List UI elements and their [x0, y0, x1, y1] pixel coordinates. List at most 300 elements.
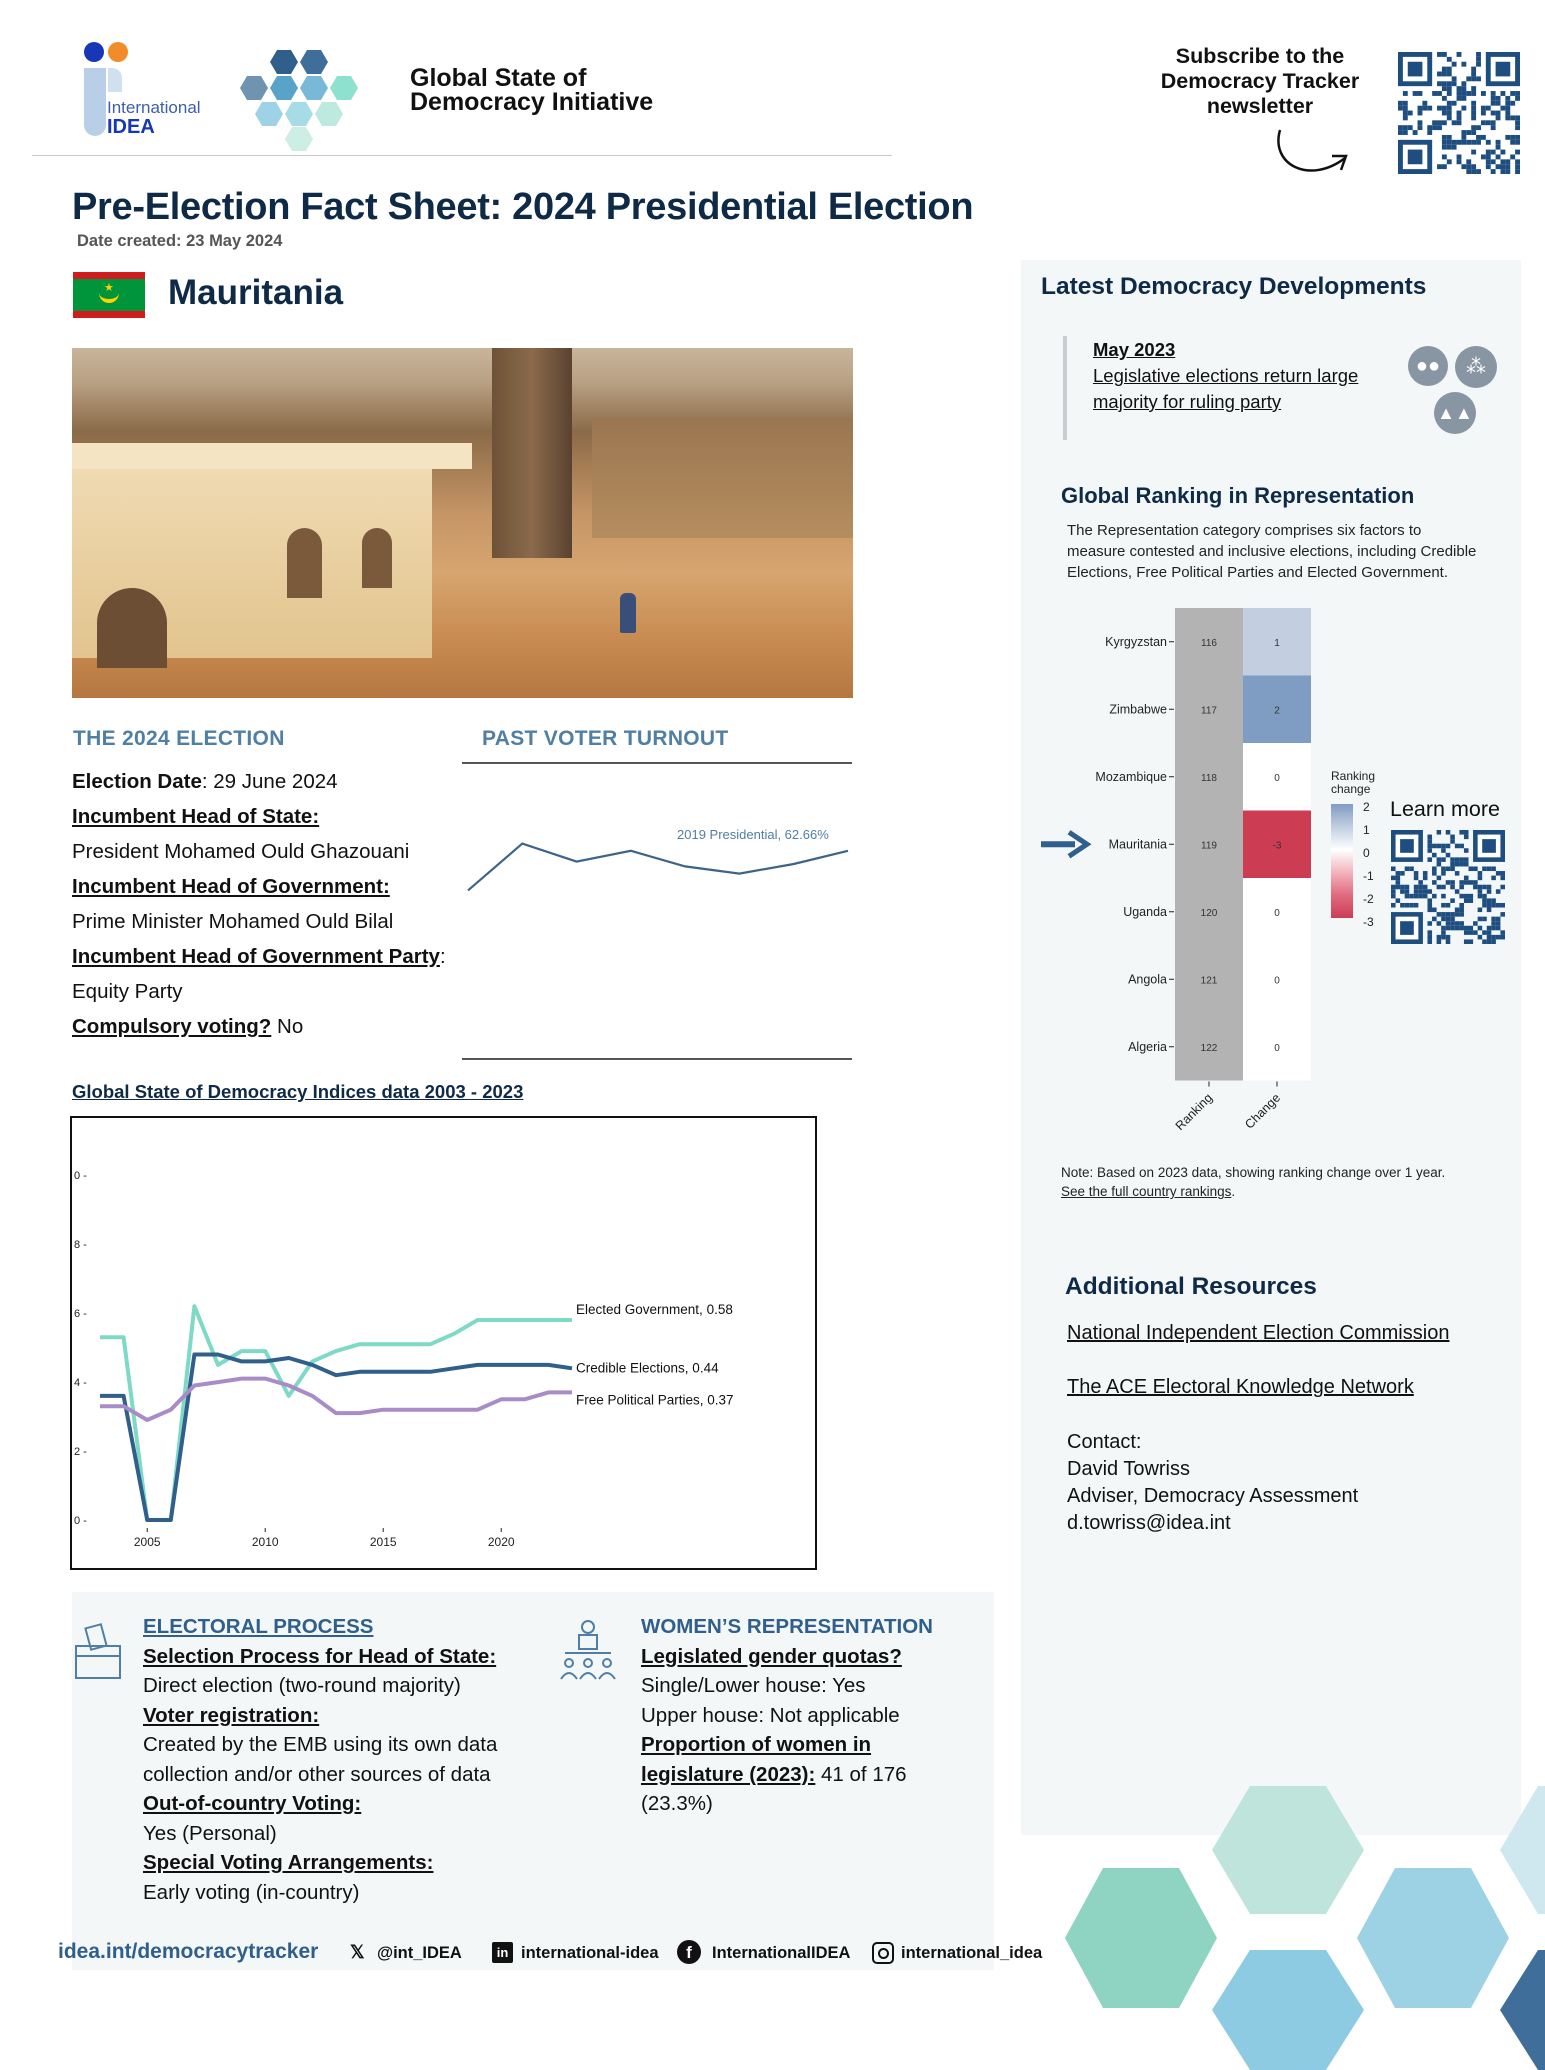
qr-module: [1464, 926, 1469, 931]
qr-module: [1491, 903, 1496, 908]
qr-module: [1418, 889, 1423, 894]
qr-module: [1496, 145, 1501, 150]
qr-module: [1476, 125, 1481, 130]
qr-module: [1487, 885, 1492, 890]
country-row-label: Kyrgyzstan: [1105, 634, 1167, 649]
qr-module: [1403, 130, 1408, 135]
voter-registration-value-line2: collection and/or other sources of data: [143, 1762, 491, 1786]
linkedin-icon[interactable]: in: [492, 1942, 513, 1963]
photo-ruins: [592, 418, 853, 538]
qr-module: [1471, 140, 1476, 145]
qr-module: [1461, 62, 1466, 67]
qr-module: [1469, 880, 1474, 885]
electoral-process-heading: ELECTORAL PROCESS: [143, 1615, 374, 1638]
qr-module: [1461, 140, 1466, 145]
qr-module: [1491, 876, 1496, 881]
resources-heading: Additional Resources: [1065, 1273, 1317, 1300]
qr-module: [1437, 844, 1442, 849]
qr-module: [1437, 876, 1442, 881]
qr-module: [1427, 848, 1432, 853]
qr-module: [1400, 871, 1405, 876]
qr-module: [1496, 921, 1501, 926]
qr-module: [1446, 844, 1451, 849]
qr-module: [1478, 935, 1483, 940]
head-of-government-label: Incumbent Head of Government:: [72, 875, 390, 898]
date-created: Date created: 23 May 2024: [77, 232, 283, 250]
qr-module: [1414, 889, 1419, 894]
qr-module: [1476, 52, 1481, 57]
qr-module: [1487, 939, 1492, 944]
qr-module: [1405, 885, 1410, 890]
qr-finder-core: [1408, 150, 1423, 165]
qr-module: [1441, 935, 1446, 940]
qr-module: [1447, 140, 1452, 145]
qr-module: [1398, 130, 1403, 135]
qr-module: [1505, 169, 1510, 174]
qr-module: [1403, 111, 1408, 116]
qr-module: [1505, 96, 1510, 101]
qr-module: [1464, 930, 1469, 935]
qr-module: [1437, 52, 1442, 57]
series-label: Free Political Parties, 0.37: [576, 1392, 734, 1408]
qr-module: [1466, 169, 1471, 174]
qr-module: [1414, 871, 1419, 876]
decor-hex: [1500, 1950, 1545, 2070]
ballot-box-icon: [72, 1622, 124, 1682]
qr-module: [1478, 917, 1483, 922]
qr-module: [1500, 164, 1505, 169]
change-value: 0: [1274, 907, 1280, 919]
photo-house-top: [72, 443, 472, 469]
qr-module: [1442, 154, 1447, 159]
series-label: Elected Government, 0.58: [576, 1302, 733, 1318]
qr-module: [1496, 903, 1501, 908]
logo-text-international: International: [107, 98, 201, 117]
qr-module: [1478, 885, 1483, 890]
qr-module: [1491, 921, 1496, 926]
x-tick-label: 2005: [133, 1535, 161, 1549]
qr-module: [1418, 125, 1423, 130]
qr-module: [1457, 159, 1462, 164]
qr-module: [1441, 844, 1446, 849]
ranking-note: [1061, 1163, 1445, 1201]
qr-module: [1471, 115, 1476, 120]
qr-module: [1455, 908, 1460, 913]
x-icon[interactable]: 𝕏: [350, 1942, 365, 1962]
out-of-country-value: Yes (Personal): [143, 1821, 277, 1845]
qr-module: [1446, 880, 1451, 885]
qr-module: [1403, 101, 1408, 106]
instagram-icon[interactable]: [872, 1942, 894, 1964]
qr-module: [1457, 120, 1462, 125]
qr-module: [1471, 86, 1476, 91]
qr-module: [1427, 835, 1432, 840]
development-title-line1[interactable]: Legislative elections return large: [1093, 365, 1359, 386]
decor-hex: [1065, 1868, 1217, 2008]
qr-module: [1450, 839, 1455, 844]
qr-module: [1505, 101, 1510, 106]
linkedin-handle[interactable]: international-idea: [521, 1944, 659, 1962]
qr-module: [1461, 86, 1466, 91]
legend-tick: 0: [1363, 846, 1370, 860]
qr-module: [1510, 101, 1515, 106]
qr-module: [1450, 921, 1455, 926]
qr-module: [1473, 866, 1478, 871]
election-date-row: [72, 764, 472, 799]
decor-hex: [1212, 1950, 1364, 2070]
qr-module: [1469, 926, 1474, 931]
qr-module: [1478, 871, 1483, 876]
qr-module: [1418, 91, 1423, 96]
network-icon: ⁂: [1455, 346, 1497, 388]
instagram-handle[interactable]: international_idea: [901, 1944, 1043, 1962]
compulsory-label: Compulsory voting?: [72, 1015, 272, 1038]
ranking-note-end: .: [1231, 1184, 1236, 1199]
qr-module: [1471, 111, 1476, 116]
footer-site-link[interactable]: idea.int/democracytracker: [58, 1940, 319, 1963]
rankings-qr-code[interactable]: [1391, 830, 1505, 944]
qr-module: [1464, 862, 1469, 867]
qr-module: [1455, 926, 1460, 931]
election-heading: THE 2024 ELECTION: [73, 727, 285, 750]
ranking-value: 121: [1200, 975, 1218, 987]
qr-module: [1427, 857, 1432, 862]
qr-module: [1391, 903, 1396, 908]
qr-module: [1500, 935, 1505, 940]
turnout-chart: [462, 800, 854, 950]
qr-module: [1464, 830, 1469, 835]
qr-module: [1405, 903, 1410, 908]
logo-hex: [300, 76, 328, 100]
qr-module: [1459, 885, 1464, 890]
ranking-value: 120: [1200, 907, 1218, 919]
development-text[interactable]: [1093, 337, 1358, 415]
qr-module: [1461, 91, 1466, 96]
qr-module: [1441, 894, 1446, 899]
development-title-line2[interactable]: majority for ruling party: [1093, 391, 1282, 412]
qr-module: [1437, 862, 1442, 867]
qr-module: [1405, 866, 1410, 871]
qr-module: [1437, 120, 1442, 125]
qr-module: [1409, 866, 1414, 871]
qr-module: [1418, 880, 1423, 885]
qr-module: [1450, 885, 1455, 890]
ace-network-link[interactable]: The ACE Electoral Knowledge Network: [1067, 1376, 1414, 1398]
qr-module: [1447, 135, 1452, 140]
qr-module: [1464, 857, 1469, 862]
qr-module: [1442, 72, 1447, 77]
qr-module: [1398, 101, 1403, 106]
qr-module: [1447, 91, 1452, 96]
qr-module: [1461, 164, 1466, 169]
head-of-state-label: Incumbent Head of State:: [72, 805, 320, 828]
qr-module: [1427, 889, 1432, 894]
qr-module: [1482, 917, 1487, 922]
facebook-icon[interactable]: f: [677, 1940, 701, 1964]
qr-module: [1441, 926, 1446, 931]
logo-hex: [315, 102, 343, 126]
qr-module: [1442, 86, 1447, 91]
proportion-percent: (23.3%): [641, 1792, 713, 1815]
qr-module: [1447, 115, 1452, 120]
newsletter-qr-code[interactable]: [1398, 52, 1520, 174]
qr-module: [1482, 898, 1487, 903]
gender-quota-label: Legislated gender quotas?: [641, 1644, 902, 1668]
qr-module: [1457, 86, 1462, 91]
qr-module: [1403, 115, 1408, 120]
qr-module: [1442, 111, 1447, 116]
qr-module: [1478, 908, 1483, 913]
country-row-label: Uganda: [1123, 904, 1167, 919]
qr-module: [1432, 908, 1437, 913]
qr-module: [1461, 130, 1466, 135]
qr-module: [1396, 898, 1401, 903]
qr-module: [1418, 885, 1423, 890]
indices-chart: [72, 1118, 817, 1570]
qr-module: [1452, 76, 1457, 81]
photo-arch: [362, 528, 392, 588]
qr-module: [1464, 835, 1469, 840]
qr-module: [1457, 52, 1462, 57]
qr-module: [1500, 91, 1505, 96]
photo-arch: [287, 528, 322, 598]
logo-dot-blue: [84, 42, 104, 62]
subscribe-line2: Democracy Tracker: [1160, 69, 1360, 93]
qr-module: [1452, 140, 1457, 145]
qr-module: [1427, 935, 1432, 940]
y-tick-label: 4 -: [74, 1377, 87, 1390]
qr-module: [1446, 917, 1451, 922]
qr-module: [1471, 130, 1476, 135]
qr-module: [1459, 903, 1464, 908]
qr-module: [1437, 164, 1442, 169]
hog-party-value: Equity Party: [72, 980, 183, 1003]
logo-hex: [300, 50, 328, 74]
change-value: 0: [1274, 772, 1280, 784]
qr-module: [1432, 91, 1437, 96]
qr-module: [1491, 101, 1496, 106]
qr-module: [1447, 81, 1452, 86]
country-row-label: Mauritania: [1108, 837, 1167, 852]
qr-module: [1427, 130, 1432, 135]
qr-module: [1457, 115, 1462, 120]
qr-module: [1500, 150, 1505, 155]
contact-name: David Towriss: [1067, 1458, 1190, 1480]
qr-module: [1427, 839, 1432, 844]
logo-hex: [270, 50, 298, 74]
qr-module: [1423, 885, 1428, 890]
qr-module: [1447, 67, 1452, 72]
qr-module: [1452, 62, 1457, 67]
qr-module: [1505, 135, 1510, 140]
qr-module: [1482, 939, 1487, 944]
qr-module: [1471, 150, 1476, 155]
qr-module: [1500, 930, 1505, 935]
qr-module: [1482, 894, 1487, 899]
qr-module: [1432, 120, 1437, 125]
page-title: Pre-Election Fact Sheet: 2024 Presidential Election: [72, 186, 974, 228]
qr-module: [1422, 106, 1427, 111]
qr-module: [1482, 885, 1487, 890]
lower-house-quota: Single/Lower house: Yes: [641, 1674, 866, 1697]
qr-module: [1496, 926, 1501, 931]
x-handle[interactable]: @int_IDEA: [377, 1944, 462, 1962]
qr-module: [1403, 91, 1408, 96]
qr-module: [1464, 898, 1469, 903]
qr-module: [1469, 898, 1474, 903]
qr-module: [1473, 930, 1478, 935]
qr-module: [1432, 871, 1437, 876]
qr-module: [1427, 898, 1432, 903]
qr-module: [1450, 857, 1455, 862]
qr-module: [1437, 935, 1442, 940]
column-label: Ranking: [1172, 1090, 1216, 1134]
qr-module: [1496, 935, 1501, 940]
qr-module: [1457, 96, 1462, 101]
x-tick-label: 2015: [369, 1535, 397, 1549]
qr-module: [1478, 889, 1483, 894]
qr-module: [1505, 111, 1510, 116]
qr-module: [1446, 866, 1451, 871]
country-name: Mauritania: [168, 273, 344, 312]
development-date[interactable]: May 2023: [1093, 339, 1176, 360]
qr-module: [1391, 876, 1396, 881]
qr-module: [1414, 876, 1419, 881]
election-date-label: Election Date: [72, 770, 202, 793]
qr-module: [1486, 150, 1491, 155]
qr-module: [1391, 885, 1396, 890]
photo-tower: [492, 348, 572, 558]
legend-title-line1: Ranking: [1331, 769, 1376, 783]
qr-module: [1446, 939, 1451, 944]
qr-module: [1461, 96, 1466, 101]
qr-module: [1482, 930, 1487, 935]
qr-module: [1403, 106, 1408, 111]
qr-module: [1486, 164, 1491, 169]
qr-module: [1459, 830, 1464, 835]
qr-module: [1447, 57, 1452, 62]
country-row-label: Mozambique: [1095, 769, 1167, 784]
gsod-title-line1: Global State of: [410, 64, 587, 92]
qr-module: [1473, 885, 1478, 890]
election-commission-link[interactable]: National Independent Election Commission: [1067, 1322, 1450, 1344]
qr-module: [1455, 857, 1460, 862]
logo-hex: [255, 102, 283, 126]
ranking-description: [1067, 520, 1476, 583]
logo-hex: [270, 76, 298, 100]
qr-module: [1414, 885, 1419, 890]
qr-module: [1455, 912, 1460, 917]
qr-module: [1510, 140, 1515, 145]
instagram-lens: [878, 1948, 889, 1959]
qr-finder-core: [1400, 921, 1414, 935]
qr-module: [1396, 880, 1401, 885]
developments-heading: Latest Democracy Developments: [1041, 273, 1427, 300]
qr-module: [1455, 862, 1460, 867]
qr-module: [1487, 908, 1492, 913]
contact-email[interactable]: d.towriss@idea.int: [1067, 1512, 1231, 1534]
qr-module: [1455, 921, 1460, 926]
legend-tick: -3: [1363, 915, 1374, 929]
qr-module: [1459, 844, 1464, 849]
logo-dot-orange: [108, 42, 128, 62]
qr-module: [1515, 91, 1520, 96]
qr-module: [1450, 862, 1455, 867]
qr-module: [1481, 120, 1486, 125]
qr-module: [1403, 125, 1408, 130]
group-icon: ●●: [1408, 346, 1448, 386]
qr-module: [1505, 164, 1510, 169]
qr-module: [1510, 135, 1515, 140]
change-value: 2: [1274, 705, 1280, 717]
qr-module: [1400, 903, 1405, 908]
proportion-row: [641, 1760, 933, 1790]
gsod-title-line2: Democracy Initiative: [410, 88, 654, 116]
qr-module: [1441, 912, 1446, 917]
qr-module: [1471, 67, 1476, 72]
ranking-heading: Global Ranking in Representation: [1061, 483, 1415, 508]
qr-module: [1418, 111, 1423, 116]
qr-module: [1405, 894, 1410, 899]
qr-module: [1505, 115, 1510, 120]
women-representation-section: [641, 1612, 933, 1819]
qr-module: [1408, 111, 1413, 116]
qr-module: [1486, 120, 1491, 125]
qr-module: [1471, 91, 1476, 96]
logo-hex: [285, 127, 313, 151]
subscribe-line1: Subscribe to the: [1175, 44, 1345, 68]
turnout-annotation: 2019 Presidential, 62.66%: [677, 827, 829, 842]
qr-module: [1515, 135, 1520, 140]
development-item[interactable]: [1063, 336, 1067, 440]
qr-module: [1496, 96, 1501, 101]
voter-registration-label: Voter registration:: [143, 1703, 320, 1727]
qr-module: [1487, 889, 1492, 894]
qr-module: [1515, 96, 1520, 101]
qr-module: [1515, 140, 1520, 145]
qr-module: [1491, 159, 1496, 164]
qr-module: [1481, 91, 1486, 96]
qr-module: [1478, 894, 1483, 899]
legend-title-line2: change: [1331, 782, 1371, 796]
y-tick-label: 0 -: [74, 1515, 87, 1527]
qr-module: [1487, 930, 1492, 935]
qr-module: [1432, 125, 1437, 130]
qr-module: [1464, 880, 1469, 885]
qr-module: [1441, 885, 1446, 890]
qr-module: [1414, 894, 1419, 899]
qr-finder-core: [1496, 62, 1511, 77]
qr-module: [1396, 876, 1401, 881]
qr-module: [1510, 154, 1515, 159]
qr-module: [1447, 72, 1452, 77]
qr-module: [1409, 894, 1414, 899]
selection-process-value: Direct election (two-round majority): [143, 1674, 461, 1697]
qr-module: [1432, 853, 1437, 858]
qr-module: [1418, 120, 1423, 125]
qr-module: [1450, 912, 1455, 917]
qr-module: [1486, 140, 1491, 145]
turnout-heading: PAST VOTER TURNOUT: [482, 727, 729, 750]
qr-module: [1391, 889, 1396, 894]
full-rankings-link[interactable]: See the full country rankings: [1061, 1184, 1232, 1199]
qr-module: [1476, 76, 1481, 81]
qr-module: [1447, 145, 1452, 150]
contact-block: [1067, 1429, 1358, 1537]
qr-module: [1482, 903, 1487, 908]
facebook-handle[interactable]: InternationalIDEA: [712, 1944, 851, 1962]
qr-module: [1459, 862, 1464, 867]
